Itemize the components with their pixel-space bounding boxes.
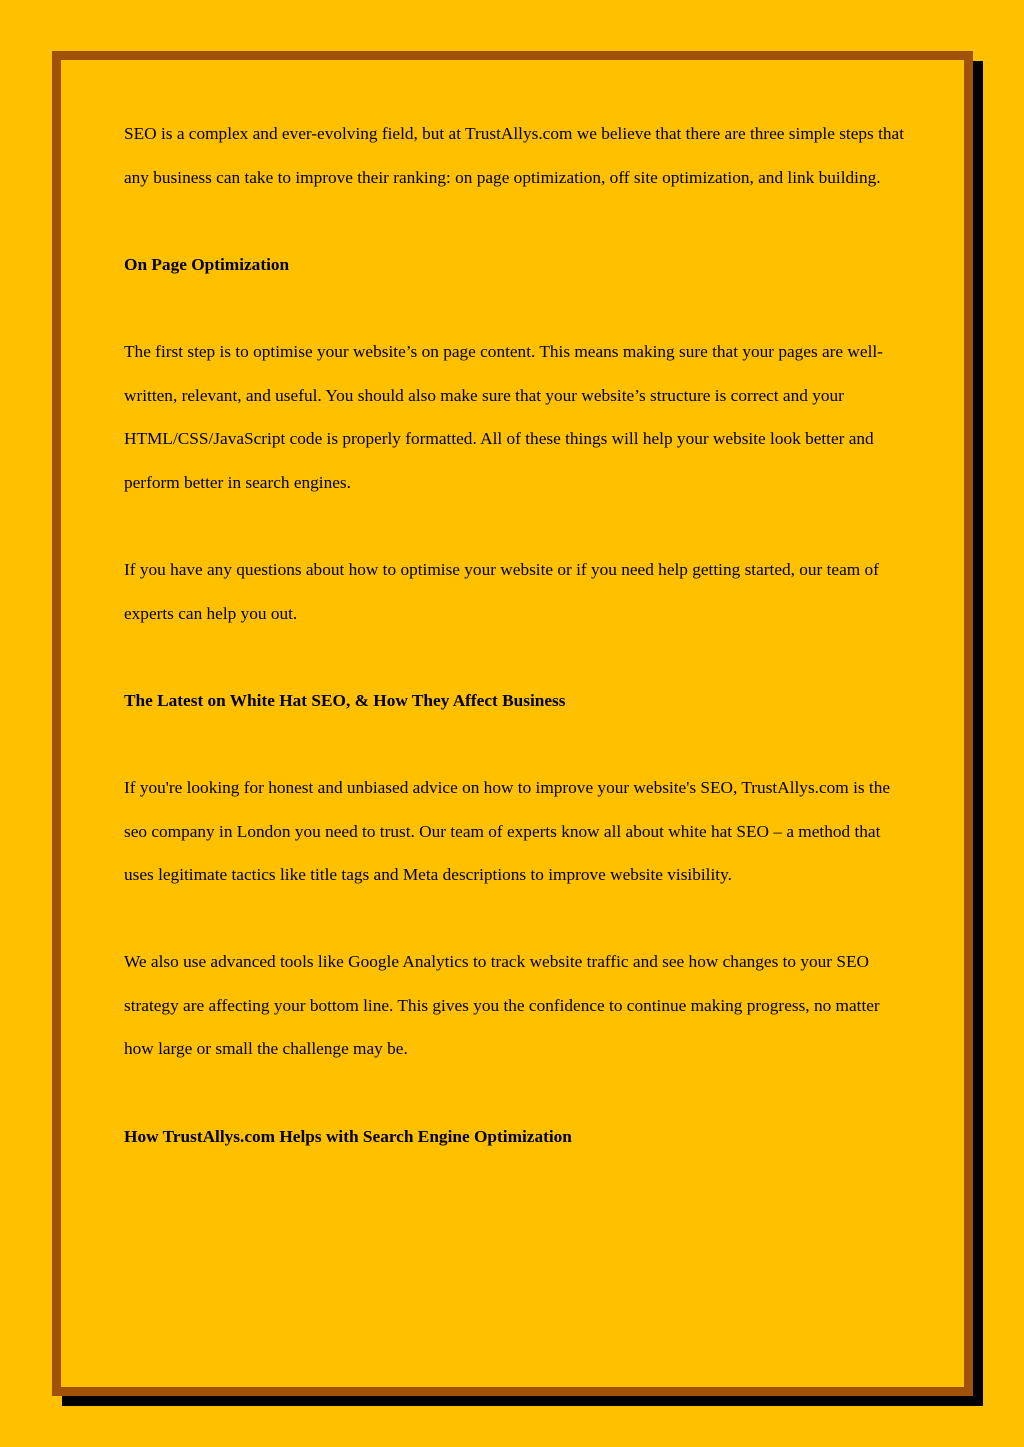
heading-white-hat-seo: The Latest on White Hat SEO, & How They Affect Business [124,690,566,710]
heading-on-page-optimization: On Page Optimization [124,254,290,274]
document-body [124,112,904,1202]
white-hat-paragraph-1: If you're looking for honest and unbiased advice on how to improve your website's SEO, TrustAllys.com is the seo company in London you need to trust. Our team of experts know all about white hat SEO – a method that uses legitimate tactics like title tags and Meta descriptions to improve website visibility. [124,777,891,885]
heading-how-trustallys-helps: How TrustAllys.com Helps with Search Engine Optimization [124,1126,572,1146]
white-hat-paragraph-2: We also use advanced tools like Google Analytics to track website traffic and see how changes to your SEO strategy are affecting your bottom line. This gives you the confidence to continue making progress, no matter how large or small the challenge may be. [124,952,880,1059]
on-page-paragraph-1: The first step is to optimise your website’s on page content. This means making sure that your pages are well-written, relevant, and useful. You should also make sure that your website’s structure is correct and your HTML/CSS/JavaScript code is properly formatted. All of these things will help your website look better and perform better in search engines. [124,341,883,492]
intro-paragraph: SEO is a complex and ever-evolving field, but at TrustAllys.com we believe that there are three simple steps that any business can take to improve their ranking: on page optimization, off site optimization, and link building. [124,124,904,187]
on-page-paragraph-2: If you have any questions about how to optimise your website or if you need help getting started, our team of experts can help you out. [124,559,879,623]
